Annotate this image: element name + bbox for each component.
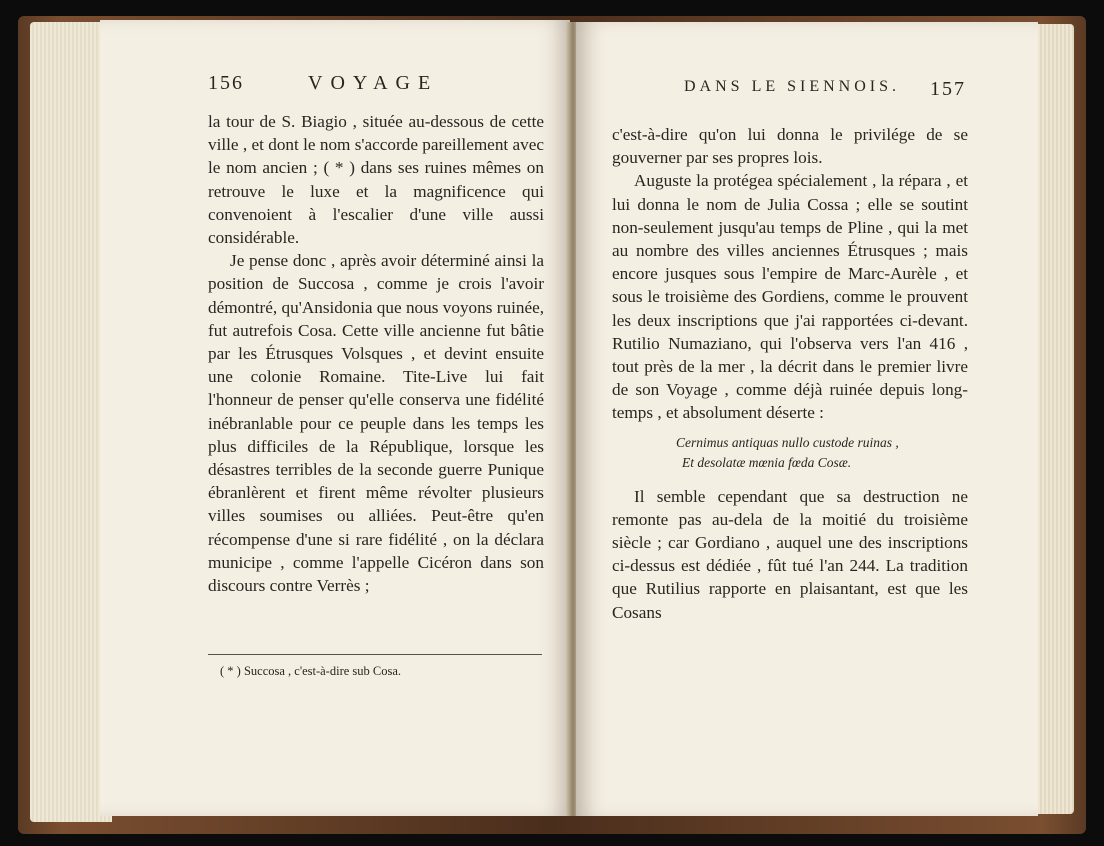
- left-page-text: [208, 110, 544, 597]
- right-page-text: [612, 123, 968, 624]
- page-edges-right: [1034, 24, 1074, 814]
- right-page: [576, 22, 1038, 816]
- paragraph: Auguste la protégea spécialement , la répara , et lui donna le nom de Julia Cossa ; elle se soutint non-seulement jusqu'au temps de Pline , qui la met au nombre des villes anciennes Étrusques ; mais encore jusques sous l'empire de Marc-Aurèle , et sous le troisième des Gordiens, comme le prouvent les deux inscriptions que j'ai rapportées ci-devant. Rutilio Numaziano, qui l'observa vers l'an 416 , tout près de la mer , la décrit dans le premier livre de son Voyage , comme déjà ruinée depuis long-temps , et absolument déserte :: [612, 171, 968, 423]
- quote-line: Et desolatæ mœnia fœda Cosæ.: [682, 454, 852, 470]
- paragraph: Je pense donc , après avoir déterminé ainsi la position de Succosa , comme je crois l'avoir démontré, qu'Ansidonia que nous voyons ruinée, fut autrefois Cosa. Cette ville ancienne fut bâtie par les Étrusques Volsques , et devint ensuite une colonie Romaine. Tite-Live lui fait l'honneur de penser qu'elle conserva une fidélité inébranlable pour ce peuple dans les temps les plus difficiles de la République, lorsque les désastres terribles de la seconde guerre Punique ébranlèrent et firent même révolter plusieurs villes soumises ou alliées. Peut-être qu'en récompense d'une si rare fidélité , on la déclara municipe , comme l'appelle Cicéron dans son discours contre Verrès ;: [208, 251, 544, 596]
- paragraph: c'est-à-dire qu'on lui donna le privilége de se gouverner par ses propres lois.: [612, 125, 968, 168]
- page-number: 156: [208, 72, 244, 94]
- paragraph: la tour de S. Biagio , située au-dessous de cette ville , et dont le nom s'accorde pareillement avec le nom ancien ; ( * ) dans ses ruines mêmes on retrouve le luxe et la magnificence qui convenoient à l'escalier d'une ville aussi considérable.: [208, 112, 544, 248]
- running-title: VOYAGE: [308, 72, 439, 94]
- page-number: 157: [930, 78, 966, 100]
- footnote: ( * ) Succosa , c'est-à-dire sub Cosa.: [220, 664, 402, 678]
- paragraph: Il semble cependant que sa destruction ne remonte pas au-dela de la moitié du troisième siècle ; car Gordiano , auquel une des inscriptions ci-dessus est dédiée , fût tué l'an 244. La tradition que Rutilius rapporte en plaisantant, est que les Cosans: [612, 486, 968, 622]
- left-page: [100, 20, 570, 816]
- running-title: DANS LE SIENNOIS.: [684, 78, 900, 95]
- quote-line: Cernimus antiquas nullo custode ruinas ,: [676, 434, 899, 450]
- latin-quotation: [676, 433, 968, 473]
- footnote-rule: [208, 654, 542, 655]
